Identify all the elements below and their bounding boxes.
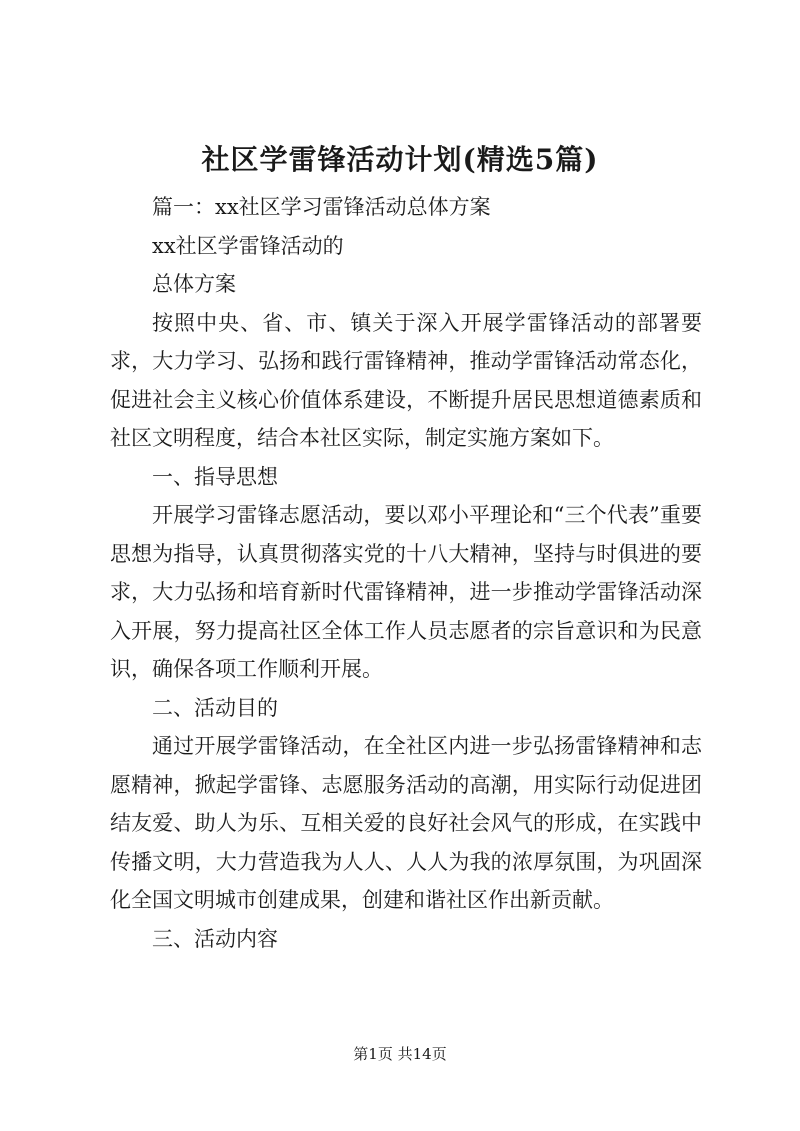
section-heading-purpose: 二、活动目的 [152,695,278,720]
paragraph-chapter-heading: 篇一：xx社区学习雷锋活动总体方案 [152,195,491,219]
section-heading-guiding-thought: 一、指导思想 [152,464,278,489]
page-number-footer: 第1页 共14页 [353,1045,447,1063]
paragraph-purpose: 通过开展学雷锋活动，在全社区内进一步弘扬雷锋精神和志愿精神，掀起学雷锋、志愿服务活动的高潮，用实际行动促进团结友爱、助人为乐、互相关爱的良好社会风气的形成，在实践中传播文明，大力营造我为人人、人人为我的浓厚氛围，为巩固深化全国文明城市创建成果，创建和谐社区作出新贡献。 [110,734,702,912]
paragraph-guiding-thought: 开展学习雷锋志愿活动，要以邓小平理论和“三个代表”重要思想为指导，认真贯彻落实党的十八大精神，坚持与时俱进的要求，大力弘扬和培育新时代雷锋精神，进一步推动学雷锋活动深入开展，努力提高社区全体工作人员志愿者的宗旨意识和为民意识，确保各项工作顺利开展。 [110,503,702,681]
document-title: 社区学雷锋活动计划(精选5篇) [201,143,599,176]
document-body [110,188,702,958]
paragraph-subtitle-line-1: xx社区学雷锋活动的 [152,233,344,258]
paragraph-subtitle-line-2: 总体方案 [152,272,236,296]
section-heading-content: 三、活动内容 [152,926,278,951]
paragraph-intro: 按照中央、省、市、镇关于深入开展学雷锋活动的部署要求，大力学习、弘扬和践行雷锋精神，推动学雷锋活动常态化，促进社会主义核心价值体系建设，不断提升居民思想道德素质和社区文明程度，结合本社区实际，制定实施方案如下。 [110,310,702,450]
